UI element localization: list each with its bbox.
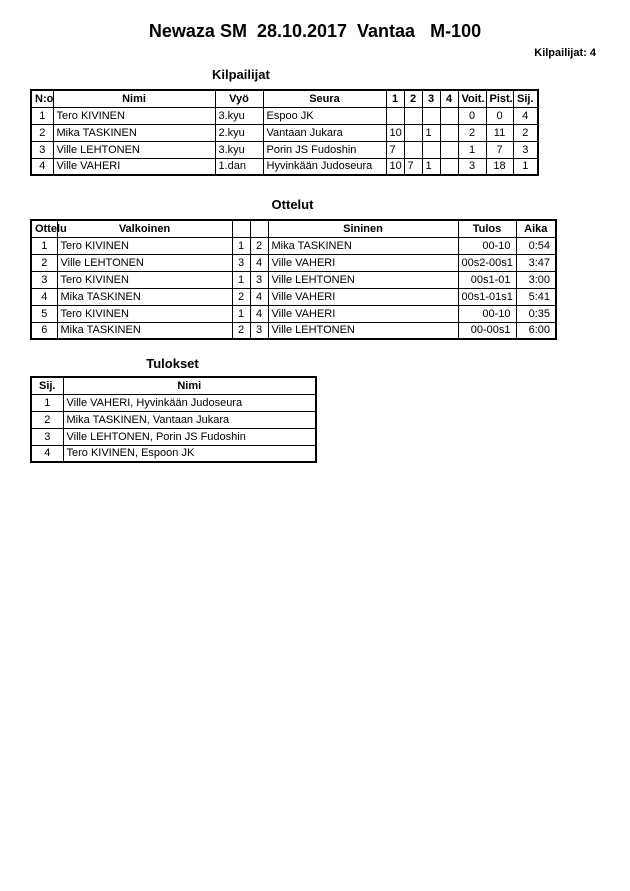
- col-header-valkoinen: Valkoinen: [57, 220, 232, 237]
- col-header-valkoinen-nro: [232, 220, 250, 237]
- tulokset-table: [30, 376, 317, 463]
- cell-score-2: [404, 141, 422, 158]
- table-row: [31, 107, 538, 124]
- col-header-ottelu: Ottelu: [31, 220, 57, 237]
- cell-valkoinen: Tero KIVINEN: [57, 237, 232, 254]
- cell-match-no: 6: [31, 322, 57, 339]
- col-header-no: N:o: [31, 90, 53, 107]
- cell-nimi: Ville LEHTONEN, Porin JS Fudoshin: [63, 428, 316, 445]
- cell-nimi: Tero KIVINEN, Espoon JK: [63, 445, 316, 462]
- cell-sininen-nro: 3: [250, 322, 268, 339]
- table-row: [31, 288, 556, 305]
- cell-score-2: [404, 107, 422, 124]
- table-row: [31, 124, 538, 141]
- cell-tulos: 00-10: [458, 305, 516, 322]
- page-title: Newaza SM 28.10.2017 Vantaa M-100: [148, 21, 482, 41]
- cell-nimi: Tero KIVINEN: [53, 107, 215, 124]
- cell-score-1: [386, 107, 404, 124]
- cell-score-4: [440, 141, 458, 158]
- cell-sininen-nro: 4: [250, 288, 268, 305]
- cell-no: 4: [31, 158, 53, 175]
- col-header-aika: Aika: [516, 220, 556, 237]
- col-header-seura: Seura: [263, 90, 386, 107]
- cell-valkoinen: Tero KIVINEN: [57, 271, 232, 288]
- cell-aika: 5:41: [516, 288, 556, 305]
- cell-seura: Porin JS Fudoshin: [263, 141, 386, 158]
- cell-sininen: Ville VAHERI: [268, 254, 458, 271]
- col-header-sij: Sij.: [31, 377, 63, 394]
- cell-sij: 2: [31, 411, 63, 428]
- cell-score-3: 1: [422, 124, 440, 141]
- kilpailijat-table: [30, 89, 539, 176]
- cell-sininen-nro: 4: [250, 254, 268, 271]
- tulokset-heading: Tulokset: [146, 356, 199, 371]
- cell-vyo: 2.kyu: [215, 124, 263, 141]
- cell-match-no: 2: [31, 254, 57, 271]
- cell-valkoinen-nro: 1: [232, 271, 250, 288]
- cell-sij: 4: [513, 107, 538, 124]
- cell-no: 2: [31, 124, 53, 141]
- col-header-nimi: Nimi: [53, 90, 215, 107]
- cell-aika: 0:54: [516, 237, 556, 254]
- cell-voit: 0: [458, 107, 486, 124]
- table-row: [31, 411, 316, 428]
- cell-tulos: 00-10: [458, 237, 516, 254]
- cell-voit: 3: [458, 158, 486, 175]
- cell-valkoinen: Tero KIVINEN: [57, 305, 232, 322]
- cell-sij: 2: [513, 124, 538, 141]
- table-row: [31, 394, 316, 411]
- cell-nimi: Mika TASKINEN: [53, 124, 215, 141]
- cell-score-2: [404, 124, 422, 141]
- table-row: [31, 158, 538, 175]
- tulokset-header-row: [31, 377, 316, 394]
- cell-no: 1: [31, 107, 53, 124]
- cell-aika: 3:47: [516, 254, 556, 271]
- table-row: [31, 428, 316, 445]
- cell-aika: 3:00: [516, 271, 556, 288]
- kilpailijat-header-row: [31, 90, 538, 107]
- cell-aika: 0:35: [516, 305, 556, 322]
- table-row: [31, 271, 556, 288]
- cell-match-no: 5: [31, 305, 57, 322]
- cell-pist: 0: [486, 107, 513, 124]
- col-header-tulos: Tulos: [458, 220, 516, 237]
- cell-valkoinen: Mika TASKINEN: [57, 288, 232, 305]
- cell-score-2: 7: [404, 158, 422, 175]
- cell-valkoinen-nro: 1: [232, 305, 250, 322]
- cell-score-3: 1: [422, 158, 440, 175]
- cell-valkoinen: Mika TASKINEN: [57, 322, 232, 339]
- ottelut-table: [30, 219, 557, 340]
- cell-score-1: 10: [386, 158, 404, 175]
- cell-sininen-nro: 2: [250, 237, 268, 254]
- cell-sininen-nro: 4: [250, 305, 268, 322]
- cell-score-3: [422, 141, 440, 158]
- table-row: [31, 254, 556, 271]
- cell-seura: Hyvinkään Judoseura: [263, 158, 386, 175]
- cell-pist: 18: [486, 158, 513, 175]
- cell-sij: 1: [31, 394, 63, 411]
- cell-aika: 6:00: [516, 322, 556, 339]
- cell-tulos: 00s1-01s1: [458, 288, 516, 305]
- cell-pist: 11: [486, 124, 513, 141]
- cell-tulos: 00-00s1: [458, 322, 516, 339]
- table-row: [31, 305, 556, 322]
- cell-vyo: 3.kyu: [215, 141, 263, 158]
- competitor-count: Kilpailijat: 4: [534, 47, 596, 59]
- cell-sij: 1: [513, 158, 538, 175]
- cell-sininen: Ville VAHERI: [268, 305, 458, 322]
- cell-score-1: 7: [386, 141, 404, 158]
- table-row: [31, 141, 538, 158]
- cell-valkoinen: Ville LEHTONEN: [57, 254, 232, 271]
- cell-score-4: [440, 107, 458, 124]
- col-header-vyo: Vyö: [215, 90, 263, 107]
- cell-pist: 7: [486, 141, 513, 158]
- col-header-2: 2: [404, 90, 422, 107]
- col-header-4: 4: [440, 90, 458, 107]
- ottelut-header-row: [31, 220, 556, 237]
- col-header-sininen-nro: [250, 220, 268, 237]
- cell-score-1: 10: [386, 124, 404, 141]
- cell-sij: 3: [31, 428, 63, 445]
- col-header-voit: Voit.: [458, 90, 486, 107]
- table-row: [31, 445, 316, 462]
- cell-nimi: Ville VAHERI: [53, 158, 215, 175]
- col-header-1: 1: [386, 90, 404, 107]
- cell-sij: 4: [31, 445, 63, 462]
- table-row: [31, 237, 556, 254]
- col-header-3: 3: [422, 90, 440, 107]
- cell-sininen: Ville LEHTONEN: [268, 271, 458, 288]
- cell-nimi: Ville LEHTONEN: [53, 141, 215, 158]
- cell-score-4: [440, 124, 458, 141]
- ottelut-heading: Ottelut: [271, 197, 314, 212]
- cell-sininen-nro: 3: [250, 271, 268, 288]
- cell-match-no: 3: [31, 271, 57, 288]
- cell-sininen: Ville LEHTONEN: [268, 322, 458, 339]
- cell-sininen: Ville VAHERI: [268, 288, 458, 305]
- cell-nimi: Mika TASKINEN, Vantaan Jukara: [63, 411, 316, 428]
- col-header-nimi: Nimi: [63, 377, 316, 394]
- kilpailijat-heading: Kilpailijat: [212, 67, 270, 82]
- cell-no: 3: [31, 141, 53, 158]
- cell-valkoinen-nro: 3: [232, 254, 250, 271]
- cell-seura: Vantaan Jukara: [263, 124, 386, 141]
- cell-score-4: [440, 158, 458, 175]
- cell-valkoinen-nro: 2: [232, 322, 250, 339]
- cell-tulos: 00s1-01: [458, 271, 516, 288]
- cell-nimi: Ville VAHERI, Hyvinkään Judoseura: [63, 394, 316, 411]
- cell-sininen: Mika TASKINEN: [268, 237, 458, 254]
- cell-valkoinen-nro: 1: [232, 237, 250, 254]
- cell-vyo: 3.kyu: [215, 107, 263, 124]
- cell-valkoinen-nro: 2: [232, 288, 250, 305]
- cell-voit: 2: [458, 124, 486, 141]
- cell-score-3: [422, 107, 440, 124]
- cell-voit: 1: [458, 141, 486, 158]
- cell-match-no: 1: [31, 237, 57, 254]
- col-header-sij: Sij.: [513, 90, 538, 107]
- cell-tulos: 00s2-00s1: [458, 254, 516, 271]
- table-row: [31, 322, 556, 339]
- col-header-pist: Pist.: [486, 90, 513, 107]
- col-header-sininen: Sininen: [268, 220, 458, 237]
- cell-match-no: 4: [31, 288, 57, 305]
- cell-seura: Espoo JK: [263, 107, 386, 124]
- cell-vyo: 1.dan: [215, 158, 263, 175]
- cell-sij: 3: [513, 141, 538, 158]
